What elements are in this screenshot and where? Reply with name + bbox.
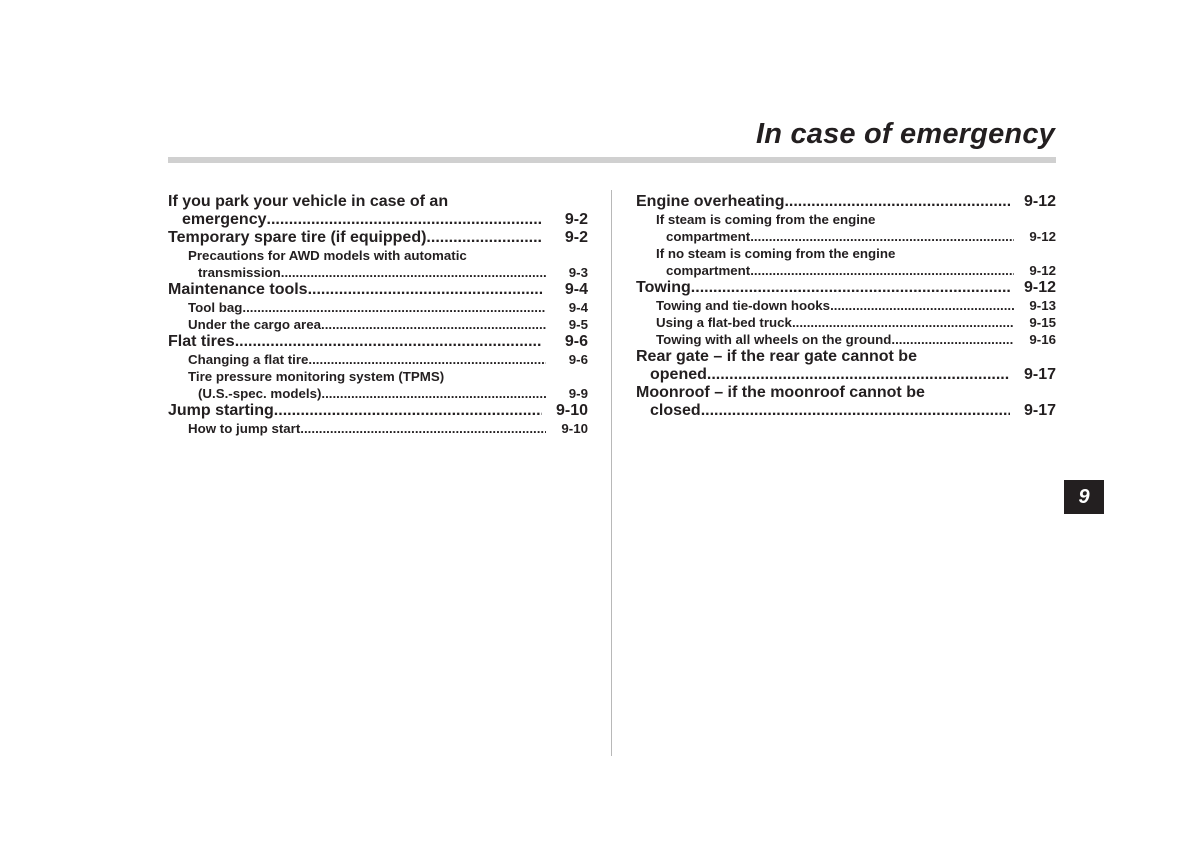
toc-page-number: 9-5 <box>568 317 588 332</box>
toc-entry-line <box>656 262 1056 279</box>
toc-page-number: 9-10 <box>555 402 588 419</box>
toc-entry-line <box>636 366 1056 384</box>
toc-entry-title: emergency <box>182 211 267 228</box>
toc-entry-title: (U.S.-spec. models) <box>198 386 322 401</box>
dot-leader <box>308 281 542 299</box>
toc-entry-line <box>656 331 1056 348</box>
column-divider <box>611 190 612 756</box>
toc-entry-line <box>636 348 1056 366</box>
toc-entry-title: Under the cargo area <box>188 317 322 332</box>
toc-page-number: 9-17 <box>1023 402 1056 419</box>
toc-entry-jump-starting[interactable] <box>168 402 588 420</box>
toc-entry-line <box>168 333 588 351</box>
dot-leader <box>321 316 546 333</box>
toc-entry-title: Engine overheating <box>636 193 785 210</box>
toc-entry-line <box>636 279 1056 297</box>
toc-entry-title: transmission <box>198 265 281 280</box>
toc-entry-rear-gate-if-the-rear-gate-cannot-be-opened[interactable] <box>636 348 1056 384</box>
toc-entry-line <box>168 229 588 247</box>
toc-entry-moonroof-if-the-moonroof-cannot-be-closed[interactable] <box>636 384 1056 420</box>
toc-entry-line <box>656 297 1056 314</box>
toc-entry-line <box>656 228 1056 245</box>
dot-leader <box>321 385 546 402</box>
toc-entry-engine-overheating[interactable] <box>636 193 1056 211</box>
toc-entry-title: Jump starting <box>168 402 274 419</box>
toc-entry-title: Changing a flat tire <box>188 352 309 367</box>
toc-entry-line <box>636 384 1056 402</box>
toc-entry-line <box>656 314 1056 331</box>
toc-entry-precautions-for-awd-models-with-automatic-transmission[interactable] <box>168 247 588 281</box>
toc-entry-line <box>188 316 588 333</box>
toc-page-number: 9-15 <box>1029 315 1056 330</box>
dot-leader <box>792 314 1014 331</box>
dot-leader <box>281 264 546 281</box>
toc-entry-title: If you park your vehicle in case of an <box>168 193 449 210</box>
toc-entry-title: Using a flat-bed truck <box>656 315 792 330</box>
toc-entry-using-a-flat-bed-truck[interactable] <box>636 314 1056 331</box>
toc-entry-towing-and-tie-down-hooks[interactable] <box>636 297 1056 314</box>
toc-entry-line <box>188 247 588 264</box>
chapter-tab[interactable]: 9 <box>1064 480 1104 514</box>
toc-entry-line <box>188 299 588 316</box>
dot-leader <box>750 262 1014 279</box>
toc-entry-changing-a-flat-tire[interactable] <box>168 351 588 368</box>
toc-entry-title: Rear gate – if the rear gate cannot be <box>636 348 917 365</box>
dot-leader <box>830 297 1014 314</box>
toc-entry-line <box>188 385 588 402</box>
dot-leader <box>784 193 1010 211</box>
toc-page-number: 9-16 <box>1029 332 1056 347</box>
dot-leader <box>308 351 546 368</box>
toc-entry-title: Maintenance tools <box>168 281 308 298</box>
toc-page-number: 9-2 <box>564 229 588 246</box>
toc-entry-line <box>656 245 1056 262</box>
toc-entry-title: opened <box>650 366 707 383</box>
toc-entry-title: Flat tires <box>168 333 235 350</box>
toc-entry-line <box>656 211 1056 228</box>
toc-entry-temporary-spare-tire-if-equipped[interactable] <box>168 229 588 247</box>
toc-entry-title: Temporary spare tire (if equipped) <box>168 229 427 246</box>
toc-entry-title: Towing <box>636 279 691 296</box>
toc-entry-title: If steam is coming from the engine <box>656 212 876 227</box>
dot-leader <box>267 211 543 229</box>
toc-page-number: 9-4 <box>564 281 588 298</box>
toc-page-number: 9-13 <box>1029 298 1056 313</box>
dot-leader <box>707 366 1010 384</box>
toc-entry-if-no-steam-is-coming-from-the-engine-compartment[interactable] <box>636 245 1056 279</box>
toc-page-number: 9-3 <box>568 265 588 280</box>
toc-entry-how-to-jump-start[interactable] <box>168 420 588 437</box>
toc-page-number: 9-9 <box>568 386 588 401</box>
toc-entry-tire-pressure-monitoring-system-tpms-u-s-spec-models[interactable] <box>168 368 588 402</box>
toc-entry-title: Tool bag <box>188 300 243 315</box>
toc-entry-title: Moonroof – if the moonroof cannot be <box>636 384 925 401</box>
toc-page-number: 9-12 <box>1023 193 1056 210</box>
dot-leader <box>300 420 546 437</box>
toc-entry-if-you-park-your-vehicle-in-case-of-an-emergency[interactable] <box>168 193 588 229</box>
toc-entry-maintenance-tools[interactable] <box>168 281 588 299</box>
toc-entry-tool-bag[interactable] <box>168 299 588 316</box>
toc-page-number: 9-12 <box>1023 279 1056 296</box>
toc-entry-towing[interactable] <box>636 279 1056 297</box>
toc-entry-line <box>636 193 1056 211</box>
toc-entry-title: closed <box>650 402 701 419</box>
toc-page-number: 9-17 <box>1023 366 1056 383</box>
toc-page-number: 9-2 <box>564 211 588 228</box>
toc-entry-line <box>188 368 588 385</box>
toc-entry-title: Towing and tie-down hooks <box>656 298 831 313</box>
toc-entry-line <box>168 402 588 420</box>
dot-leader <box>426 229 542 247</box>
toc-entry-if-steam-is-coming-from-the-engine-compartment[interactable] <box>636 211 1056 245</box>
toc-entry-title: Tire pressure monitoring system (TPMS) <box>188 369 445 384</box>
toc-page-number: 9-6 <box>564 333 588 350</box>
toc-entry-title: If no steam is coming from the engine <box>656 246 896 261</box>
dot-leader <box>274 402 542 420</box>
toc-entry-title: compartment <box>666 263 751 278</box>
toc-page-number: 9-6 <box>568 352 588 367</box>
toc-entry-towing-with-all-wheels-on-the-ground[interactable] <box>636 331 1056 348</box>
title-rule <box>168 157 1056 163</box>
toc-entry-under-the-cargo-area[interactable] <box>168 316 588 333</box>
toc-entry-line <box>188 420 588 437</box>
dot-leader <box>750 228 1014 245</box>
toc-entry-line <box>188 351 588 368</box>
page-title: In case of emergency <box>756 118 1055 150</box>
toc-entry-line <box>168 211 588 229</box>
dot-leader <box>242 299 546 316</box>
toc-entry-flat-tires[interactable] <box>168 333 588 351</box>
toc-column-right <box>636 193 1056 420</box>
toc-page-number: 9-12 <box>1029 263 1056 278</box>
toc-column-left <box>168 193 588 437</box>
dot-leader <box>691 279 1010 297</box>
toc-page-number: 9-4 <box>568 300 588 315</box>
toc-entry-title: Precautions for AWD models with automatic <box>188 248 467 263</box>
toc-page-number: 9-10 <box>561 421 588 436</box>
dot-leader <box>701 402 1010 420</box>
dot-leader <box>891 331 1014 348</box>
toc-entry-title: compartment <box>666 229 751 244</box>
toc-entry-line <box>168 281 588 299</box>
toc-page-number: 9-12 <box>1029 229 1056 244</box>
dot-leader <box>235 333 542 351</box>
toc-entry-line <box>188 264 588 281</box>
toc-entry-line <box>636 402 1056 420</box>
toc-entry-title: Towing with all wheels on the ground <box>656 332 892 347</box>
toc-entry-line <box>168 193 588 211</box>
toc-entry-title: How to jump start <box>188 421 301 436</box>
